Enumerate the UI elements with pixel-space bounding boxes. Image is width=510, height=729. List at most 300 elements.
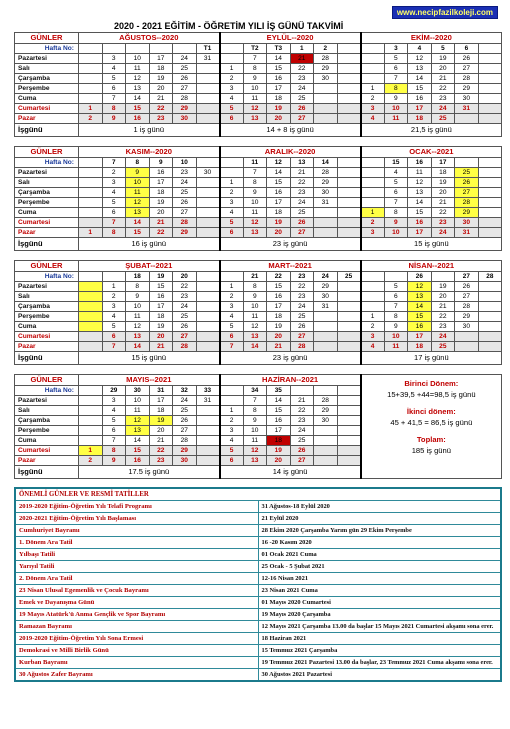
day-cell: 27 [455,292,479,302]
day-cell [220,168,244,178]
day-cell: 28 [314,54,338,64]
day-cell [478,188,502,198]
day-cell: 13 [243,456,267,466]
day-cell [337,396,361,406]
day-cell: 5 [102,198,126,208]
day-cell [220,396,244,406]
day-cell: 28 [290,342,314,352]
day-cell: 13 [243,114,267,124]
day-cell: 6 [102,332,126,342]
day-cell [337,436,361,446]
day-cell [79,436,103,446]
day-cell: 29 [173,104,197,114]
page-title: 2020 - 2021 EĞİTİM - ÖĞRETİM YILI İŞ GÜNÜ TAKVİMİ [114,21,344,31]
day-cell: 11 [243,94,267,104]
total-title: Toplam: [416,435,446,444]
week-number [314,386,338,396]
day-cell: 5 [220,218,244,228]
week-number [455,158,479,168]
important-date-row [15,645,501,657]
day-label: Salı [15,406,79,416]
day-cell: 9 [384,322,408,332]
day-label: Perşembe [15,198,79,208]
day-cell [337,208,361,218]
day-cell [79,178,103,188]
day-cell: 7 [384,302,408,312]
day-cell [196,302,220,312]
day-cell: 20 [267,114,291,124]
day-cell [478,64,502,74]
day-cell: 12 [408,282,432,292]
day-cell: 21 [290,168,314,178]
day-cell: 31 [314,198,338,208]
day-cell: 19 [149,322,173,332]
isgunu-label: İşgünü [15,238,79,251]
day-cell: 25 [290,94,314,104]
day-cell: 10 [384,228,408,238]
day-cell: 27 [290,456,314,466]
day-cell: 24 [290,302,314,312]
day-cell: 15 [267,64,291,74]
day-cell [79,292,103,302]
day-cell: 6 [102,208,126,218]
week-number [384,272,408,282]
hafta-no-label: Hafta No: [15,386,79,396]
day-cell: 23 [173,168,197,178]
day-cell [196,104,220,114]
total-value: 185 iş günü [411,446,451,455]
workday-count: 23 iş günü [220,352,361,365]
day-cell [79,188,103,198]
important-date-row [15,561,501,573]
day-cell: 27 [290,228,314,238]
school-calendar [14,32,502,479]
day-cell: 2 [220,416,244,426]
day-cell: 15 [408,208,432,218]
day-cell: 25 [290,312,314,322]
important-date-name: 19 Mayıs Atatürk'ü Anma Gençlik ve Spor Bayramı [15,609,258,621]
week-number: 10 [173,158,197,168]
day-cell: 20 [149,426,173,436]
day-cell: 30 [173,114,197,124]
month-title: AĞUSTOS--2020 [79,33,220,44]
day-cell: 24 [173,396,197,406]
day-cell: 17 [267,84,291,94]
important-date-value: 16 -20 Kasım 2020 [258,537,501,549]
important-date-value: 12 Mayıs 2021 Çarşamba 13.00 da başlar 15 Mayıs 2021 Cumartesi akşamı sona erer. [258,621,501,633]
important-date-value: 30 Ağustos 2021 Pazartesi [258,669,501,682]
day-cell: 8 [102,228,126,238]
day-cell: 14 [126,218,150,228]
day-cell: 17 [149,396,173,406]
day-cell: 8 [126,282,150,292]
day-cell: 11 [243,436,267,446]
day-cell [196,282,220,292]
day-cell: 29 [314,282,338,292]
day-cell: 12 [243,322,267,332]
week-number: 4 [408,44,432,54]
calendar-table [14,32,502,479]
day-cell: 6 [220,332,244,342]
day-cell: 18 [267,208,291,218]
important-date-value: 25 Ocak - 5 Şubat 2021 [258,561,501,573]
day-cell: 13 [126,208,150,218]
day-cell [337,416,361,426]
day-cell: 21 [431,198,455,208]
day-cell [478,342,502,352]
day-cell [79,64,103,74]
day-cell: 29 [455,208,479,218]
gunler-label: GÜNLER [15,33,79,44]
day-cell [79,332,103,342]
day-cell [196,178,220,188]
day-cell: 19 [267,322,291,332]
day-cell: 24 [290,84,314,94]
day-cell: 25 [173,188,197,198]
day-cell: 9 [243,292,267,302]
week-number [431,272,455,282]
day-cell: 24 [173,178,197,188]
day-cell: 4 [220,436,244,446]
important-date-value: 15 Temmuz 2021 Çarşamba [258,645,501,657]
day-cell: 7 [243,54,267,64]
day-label: Pazar [15,114,79,124]
day-cell [196,342,220,352]
day-cell: 15 [126,228,150,238]
day-cell: 5 [102,322,126,332]
day-cell: 24 [431,332,455,342]
day-cell: 2 [361,94,385,104]
week-number: 24 [314,272,338,282]
day-cell: 1 [220,406,244,416]
day-cell: 19 [267,218,291,228]
important-date-value: 31 Ağustos-18 Eylül 2020 [258,501,501,513]
week-number [102,44,126,54]
day-cell: 22 [431,208,455,218]
day-cell: 30 [173,456,197,466]
day-cell: 21 [149,218,173,228]
week-number: T1 [196,44,220,54]
day-cell: 21 [290,54,314,64]
day-cell [196,292,220,302]
isgunu-label: İşgünü [15,124,79,137]
page-header [14,4,502,32]
day-cell: 16 [408,322,432,332]
day-cell: 1 [361,208,385,218]
day-cell: 27 [455,64,479,74]
day-label: Pazartesi [15,54,79,64]
important-date-name: Demokrasi ve Milli Birlik Günü [15,645,258,657]
gunler-label: GÜNLER [15,147,79,158]
day-cell: 11 [126,312,150,322]
day-cell: 19 [149,198,173,208]
important-date-value: 28 Ekim 2020 Çarşamba Yarım gün 29 Ekim Perşembe [258,525,501,537]
day-cell: 6 [384,188,408,198]
day-cell: 3 [361,104,385,114]
day-cell: 25 [455,168,479,178]
day-cell: 29 [455,312,479,322]
day-cell [478,228,502,238]
day-cell [361,74,385,84]
day-cell: 23 [173,292,197,302]
day-cell: 20 [267,332,291,342]
week-number: 13 [290,158,314,168]
day-cell [196,456,220,466]
day-cell [361,64,385,74]
day-cell: 14 [267,396,291,406]
isgunu-label: İşgünü [15,352,79,365]
day-cell: 25 [431,114,455,124]
day-cell: 29 [173,446,197,456]
day-cell: 19 [267,446,291,456]
day-label: Çarşamba [15,188,79,198]
day-cell: 9 [102,114,126,124]
week-number: 26 [408,272,432,282]
day-cell: 18 [149,64,173,74]
day-label: Cumartesi [15,104,79,114]
day-cell: 19 [431,54,455,64]
day-cell: 1 [220,64,244,74]
day-cell: 16 [267,74,291,84]
day-cell: 18 [267,312,291,322]
important-date-value: 01 Ocak 2021 Cuma [258,549,501,561]
day-cell [314,208,338,218]
day-cell: 16 [126,456,150,466]
day-cell: 31 [455,228,479,238]
day-label: Perşembe [15,312,79,322]
day-cell: 28 [173,218,197,228]
important-date-name: Yarıyıl Tatili [15,561,258,573]
day-cell [361,188,385,198]
day-cell: 16 [267,292,291,302]
day-cell: 5 [220,322,244,332]
day-cell [337,456,361,466]
day-cell: 8 [102,446,126,456]
day-cell: 31 [455,104,479,114]
week-number [220,272,244,282]
day-cell: 20 [267,228,291,238]
day-cell [314,84,338,94]
day-cell [478,322,502,332]
day-label: Çarşamba [15,74,79,84]
day-cell: 22 [290,282,314,292]
day-cell: 16 [126,114,150,124]
day-cell: 16 [149,168,173,178]
day-cell: 1 [361,312,385,322]
week-number [196,158,220,168]
day-cell: 14 [243,342,267,352]
week-number: 27 [455,272,479,282]
week-number: 31 [149,386,173,396]
week-number [149,44,173,54]
day-cell: 15 [267,282,291,292]
day-cell: 15 [408,84,432,94]
day-cell: 22 [149,104,173,114]
day-cell: 8 [243,406,267,416]
day-cell: 11 [126,188,150,198]
day-cell [79,168,103,178]
day-cell: 13 [408,292,432,302]
day-cell: 17 [149,302,173,312]
day-cell: 10 [243,84,267,94]
day-cell [337,312,361,322]
day-cell: 10 [126,178,150,188]
day-cell: 29 [455,84,479,94]
day-cell: 25 [290,208,314,218]
day-cell: 30 [314,292,338,302]
day-cell [314,446,338,456]
day-cell: 24 [173,54,197,64]
day-cell: 6 [220,114,244,124]
day-cell: 26 [455,54,479,64]
day-cell: 13 [126,332,150,342]
day-cell: 20 [431,64,455,74]
week-number [478,44,502,54]
day-cell: 17 [408,332,432,342]
day-cell: 18 [149,312,173,322]
day-cell: 7 [102,94,126,104]
week-number: 12 [267,158,291,168]
workday-count: 14 + 8 iş günü [220,124,361,137]
day-cell: 30 [455,218,479,228]
week-number [79,158,103,168]
day-cell: 20 [431,188,455,198]
day-cell: 1 [79,446,103,456]
week-number: 8 [126,158,150,168]
day-cell [314,94,338,104]
week-number: 29 [102,386,126,396]
day-cell [196,436,220,446]
day-cell: 20 [149,208,173,218]
day-cell [196,332,220,342]
week-number: 22 [267,272,291,282]
day-cell: 23 [290,74,314,84]
day-cell: 19 [149,74,173,84]
day-cell: 14 [267,168,291,178]
week-number: 9 [149,158,173,168]
hafta-no-label: Hafta No: [15,44,79,54]
day-cell [478,94,502,104]
day-cell: 21 [267,342,291,352]
day-cell: 14 [126,436,150,446]
important-date-value: 23 Nisan 2021 Cuma [258,585,501,597]
important-date-name: 2019-2020 Eğitim-Öğretim Yılı Sona Ermesi [15,633,258,645]
day-cell: 30 [314,74,338,84]
day-label: Pazar [15,342,79,352]
month-title: MAYIS--2021 [79,375,220,386]
workday-count: 23 iş günü [220,238,361,251]
day-cell: 30 [314,416,338,426]
day-cell: 15 [267,406,291,416]
week-number: 21 [243,272,267,282]
day-cell: 5 [102,74,126,84]
day-label: Pazartesi [15,168,79,178]
day-cell: 13 [126,426,150,436]
day-cell: 1 [102,282,126,292]
calendar-page [14,4,502,719]
day-cell: 6 [384,64,408,74]
day-cell: 17 [408,228,432,238]
week-number: T2 [243,44,267,54]
day-label: Cumartesi [15,218,79,228]
week-number [196,272,220,282]
day-cell: 29 [173,228,197,238]
day-cell: 17 [149,54,173,64]
day-cell: 27 [455,188,479,198]
day-cell [196,74,220,84]
day-cell: 26 [173,322,197,332]
day-cell: 13 [408,64,432,74]
important-date-row [15,537,501,549]
day-cell: 25 [173,406,197,416]
day-cell: 30 [314,188,338,198]
day-cell: 27 [173,84,197,94]
day-cell: 18 [267,94,291,104]
day-cell: 18 [408,342,432,352]
day-cell: 3 [220,84,244,94]
day-label: Cumartesi [15,332,79,342]
week-number [220,44,244,54]
day-cell [196,312,220,322]
week-number: T3 [267,44,291,54]
day-cell: 18 [431,168,455,178]
day-cell [361,54,385,64]
day-label: Pazar [15,228,79,238]
site-badge[interactable]: www.necipfazilkoleji.com [392,6,498,19]
day-cell [478,312,502,322]
day-cell [196,84,220,94]
day-cell [220,54,244,64]
day-cell [337,114,361,124]
day-cell: 5 [384,178,408,188]
month-title: EKİM--2020 [361,33,502,44]
day-cell: 14 [126,94,150,104]
day-cell: 1 [79,104,103,114]
day-cell: 5 [384,282,408,292]
day-cell [337,446,361,456]
important-date-row [15,513,501,525]
month-title: NİSAN--2021 [361,261,502,272]
day-cell [314,436,338,446]
week-number: 16 [408,158,432,168]
day-cell: 14 [408,302,432,312]
day-cell: 13 [243,228,267,238]
day-cell [314,218,338,228]
important-date-name: 23 Nisan Ulusal Egemenlik ve Çocuk Bayramı [15,585,258,597]
day-label: Çarşamba [15,416,79,426]
day-cell: 18 [408,114,432,124]
day-cell: 28 [314,396,338,406]
important-dates-heading: ÖNEMLİ GÜNLER VE RESMİ TATİLLER [15,488,501,501]
day-cell: 14 [408,74,432,84]
day-cell: 4 [220,94,244,104]
day-cell: 25 [173,312,197,322]
day-cell: 7 [102,218,126,228]
day-cell: 24 [431,228,455,238]
workday-count: 15 iş günü [361,238,502,251]
important-date-row [15,549,501,561]
day-cell: 8 [384,312,408,322]
day-cell [79,322,103,332]
day-cell: 9 [384,94,408,104]
day-cell: 8 [243,178,267,188]
day-cell: 17 [267,302,291,312]
day-cell: 23 [290,292,314,302]
day-cell: 14 [267,54,291,64]
week-number [337,44,361,54]
important-date-row [15,597,501,609]
day-label: Salı [15,178,79,188]
